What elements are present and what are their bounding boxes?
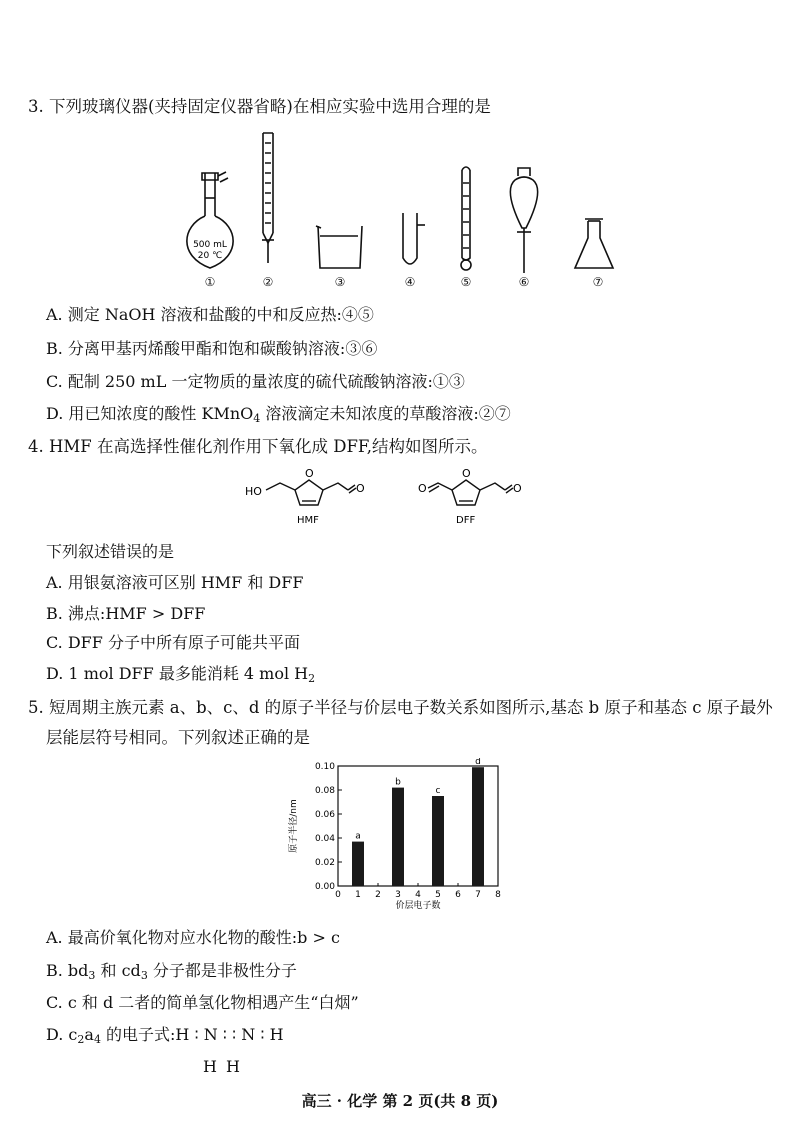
q5-option-d-h-atoms: H H xyxy=(203,1057,240,1076)
dff-left-o-label: O xyxy=(418,482,427,495)
hmf-aldehyde-o-label: O xyxy=(356,482,365,495)
bar-c xyxy=(432,796,444,886)
beaker-icon xyxy=(316,226,362,268)
radius-vs-valence-chart xyxy=(280,758,520,918)
x-tick-label: 4 xyxy=(415,890,421,900)
x-tick-label: 3 xyxy=(395,890,401,900)
q5-option-c[interactable]: C. c 和 d 二者的简单氢化物相遇产生“白烟” xyxy=(46,993,359,1012)
apparatus-number-4: ④ xyxy=(404,275,416,289)
bar-label-b: b xyxy=(395,777,401,788)
bar-label-a: a xyxy=(355,831,361,842)
x-axis-label: 价层电子数 xyxy=(395,901,441,911)
apparatus-number-7: ⑦ xyxy=(592,275,604,289)
x-tick-label: 1 xyxy=(355,890,361,900)
y-tick-label: 0.02 xyxy=(314,858,335,868)
q5-stem-line2: 层能层符号相同。下列叙述正确的是 xyxy=(46,728,310,747)
y-tick-label: 0.06 xyxy=(314,810,335,820)
q3-option-c[interactable]: C. 配制 250 mL 一定物质的量浓度的硫代硫酸钠溶液:①③ xyxy=(46,372,465,391)
bar-label-d: d xyxy=(475,758,481,768)
q5-option-d[interactable]: D. $c_2a_4$ 的电子式:H ∶ N ∶ ∶ N ∶ H xyxy=(46,1025,284,1046)
apparatus-number-5: ⑤ xyxy=(460,275,472,289)
burette-icon xyxy=(262,133,274,263)
q4-option-c[interactable]: C. DFF 分子中所有原子可能共平面 xyxy=(46,633,300,652)
flask-temp-label: 20 ℃ xyxy=(197,251,223,261)
q5-stem-line1: 5. 短周期主族元素 a、b、c、d 的原子半径与价层电子数关系如图所示,基态 b 原子和基态 c 原子最外 xyxy=(28,698,773,717)
thermometer-icon xyxy=(461,167,471,270)
hmf-name: HMF xyxy=(297,515,319,526)
apparatus-figure xyxy=(170,128,630,288)
q3-option-b[interactable]: B. 分离甲基丙烯酸甲酯和饱和碳酸钠溶液:③⑥ xyxy=(46,339,378,358)
apparatus-number-1: ① xyxy=(204,275,216,289)
q5-option-a[interactable]: A. 最高价氧化物对应水化物的酸性:b > c xyxy=(46,928,340,947)
q4-option-d[interactable]: D. 1 mol DFF 最多能消耗 4 mol $H_2$ xyxy=(46,664,316,685)
q4-option-a[interactable]: A. 用银氨溶液可区别 HMF 和 DFF xyxy=(46,573,304,592)
apparatus-number-3: ③ xyxy=(334,275,346,289)
q3-option-d[interactable]: D. 用已知浓度的酸性 KMnO$_4$ 溶液滴定未知浓度的草酸溶液:②⑦ xyxy=(46,404,511,425)
flask-volume-label: 500 mL xyxy=(193,240,227,250)
apparatus-number-2: ② xyxy=(262,275,274,289)
y-tick-label: 0.04 xyxy=(314,834,335,844)
dff-ring-o-label: O xyxy=(462,467,471,480)
dff-name: DFF xyxy=(456,515,476,526)
separatory-funnel-icon xyxy=(510,168,537,273)
x-tick-label: 5 xyxy=(435,890,441,900)
dff-right-o-label: O xyxy=(513,482,522,495)
bar-d xyxy=(472,767,484,886)
q4-option-b[interactable]: B. 沸点:HMF > DFF xyxy=(46,604,206,623)
hmf-ring-o-label: O xyxy=(305,467,314,480)
x-tick-label: 0 xyxy=(335,890,341,900)
bar-label-c: c xyxy=(435,786,441,796)
bar-a xyxy=(352,842,364,886)
q4-stem: 4. HMF 在高选择性催化剂作用下氧化成 DFF,结构如图所示。 xyxy=(28,437,488,456)
q4-prompt: 下列叙述错误的是 xyxy=(46,542,175,561)
x-tick-label: 8 xyxy=(495,890,501,900)
apparatus-number-6: ⑥ xyxy=(518,275,530,289)
q3-option-a[interactable]: A. 测定 NaOH 溶液和盐酸的中和反应热:④⑤ xyxy=(46,305,374,324)
y-tick-label: 0.08 xyxy=(314,786,335,796)
x-tick-label: 6 xyxy=(455,890,461,900)
x-tick-label: 2 xyxy=(375,890,381,900)
hmf-dff-structures xyxy=(240,455,560,535)
q5-option-b[interactable]: B. $bd_3$ 和 $cd_3$ 分子都是非极性分子 xyxy=(46,961,297,982)
y-tick-label: 0.00 xyxy=(314,882,335,892)
hmf-ho-label: HO xyxy=(245,485,262,498)
y-tick-label: 0.10 xyxy=(314,762,335,772)
q3-stem: 3. 下列玻璃仪器(夹持固定仪器省略)在相应实验中选用合理的是 xyxy=(28,97,491,116)
conical-flask-icon xyxy=(575,219,613,268)
bar-b xyxy=(392,788,404,886)
y-axis-label: 原子半径/nm xyxy=(289,799,299,853)
x-tick-label: 7 xyxy=(475,890,481,900)
page-footer: 高三 · 化学 第 2 页(共 8 页) xyxy=(301,1092,499,1110)
side-arm-tube-icon xyxy=(403,213,425,264)
